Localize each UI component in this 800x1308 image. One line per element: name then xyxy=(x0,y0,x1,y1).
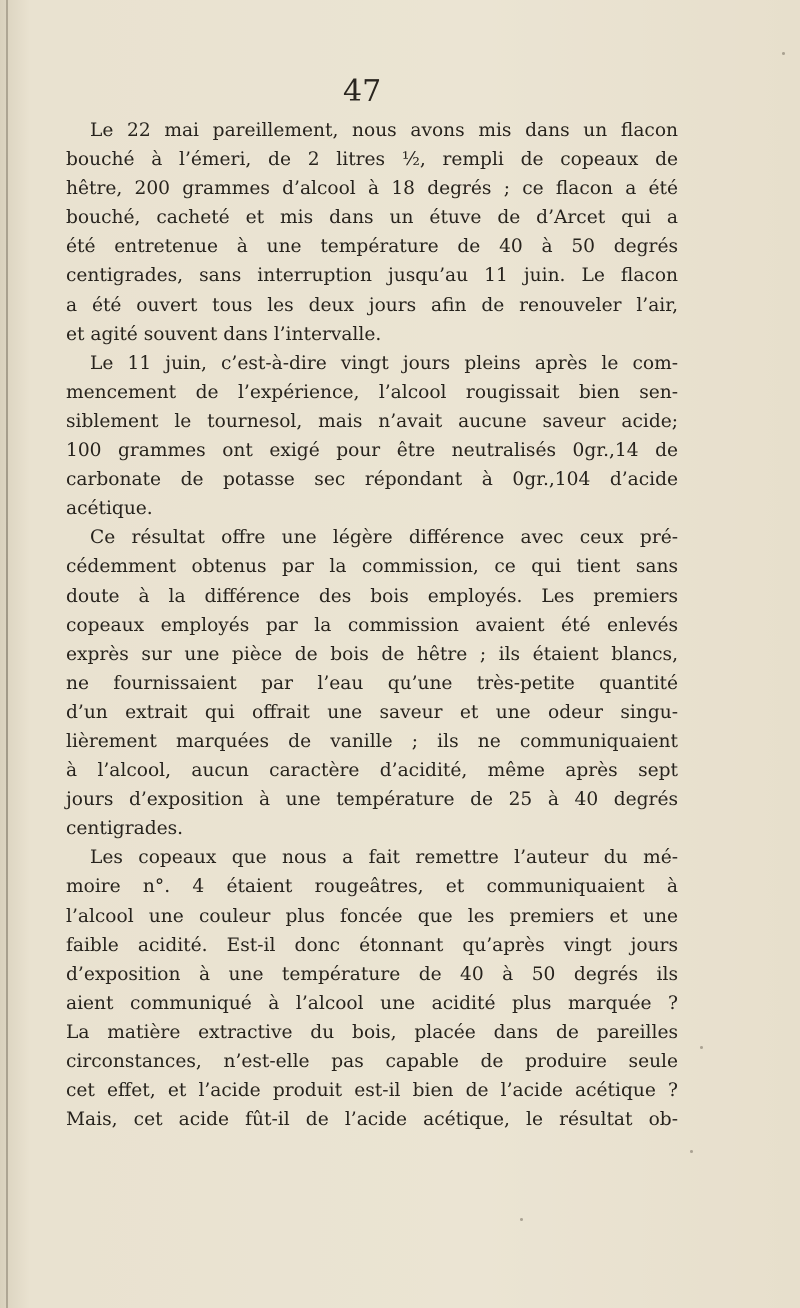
text-line: Ce résultat offre une légère différence avec ceux pré- xyxy=(90,527,678,549)
text-line: acétique. xyxy=(66,498,153,520)
body-text xyxy=(66,116,678,1134)
binding-gutter xyxy=(6,0,8,1308)
paragraph-4 xyxy=(66,843,678,1134)
text-line: Mais, cet acide fût-il de l’acide acétique, le résultat ob- xyxy=(66,1109,678,1131)
text-line: jours d’exposition à une température de 25 à 40 degrés xyxy=(66,789,678,811)
text-line: aient communiqué à l’alcool une acidité plus marquée ? xyxy=(66,992,678,1014)
text-line: cet effet, et l’acide produit est-il bien de l’acide acétique ? xyxy=(66,1080,678,1102)
paper-speck xyxy=(690,1150,693,1153)
text-line: a été ouvert tous les deux jours afin de renouveler l’air, xyxy=(66,294,678,316)
text-line: mencement de l’expérience, l’alcool rougissait bien sen- xyxy=(66,381,678,403)
paper-speck xyxy=(520,1218,523,1221)
text-line: exprès sur une pièce de bois de hêtre ; ils étaient blancs, xyxy=(66,643,678,665)
text-line: circonstances, n’est-elle pas capable de produire seule xyxy=(66,1051,678,1072)
text-line: copeaux employés par la commission avaient été enlevés xyxy=(66,614,678,636)
text-line: à l’alcool, aucun caractère d’acidité, même après sept xyxy=(66,760,678,782)
text-line: Les copeaux que nous a fait remettre l’auteur du mé- xyxy=(90,847,678,869)
text-line: hêtre, 200 grammes d’alcool à 18 degrés ; ce flacon a été xyxy=(66,178,678,200)
text-line: été entretenue à une température de 40 à 50 degrés xyxy=(66,236,678,258)
text-line: carbonate de potasse sec répondant à 0gr.,104 d’acide xyxy=(66,469,678,491)
text-line: centigrades. xyxy=(66,818,184,840)
text-line: lièrement marquées de vanille ; ils ne communiquaient xyxy=(66,730,678,752)
text-line: moire n°. 4 étaient rougeâtres, et communiquaient à xyxy=(66,876,678,898)
text-line: siblement le tournesol, mais n’avait aucune saveur acide; xyxy=(66,410,678,432)
text-line: faible acidité. Est-il donc étonnant qu’après vingt jours xyxy=(66,934,678,956)
text-line: d’un extrait qui offrait une saveur et une odeur singu- xyxy=(66,701,678,723)
text-line: l’alcool une couleur plus foncée que les premiers et une xyxy=(66,905,678,927)
text-line: cédemment obtenus par la commission, ce qui tient sans xyxy=(66,556,678,578)
page-number: 47 xyxy=(343,74,382,109)
paper-speck xyxy=(782,52,785,55)
paragraph-3 xyxy=(66,523,678,843)
text-line: centigrades, sans interruption jusqu’au 11 juin. Le flacon xyxy=(66,265,678,287)
text-line: La matière extractive du bois, placée dans de pareilles xyxy=(66,1021,678,1043)
paragraph-1 xyxy=(66,116,678,349)
text-line: doute à la différence des bois employés. Les premiers xyxy=(66,585,678,607)
paper-speck xyxy=(700,1046,703,1049)
text-line: bouché à l’émeri, de 2 litres ½, rempli de copeaux de xyxy=(66,149,678,171)
text-line: 100 grammes ont exigé pour être neutralisés 0gr.,14 de xyxy=(66,440,678,462)
text-line: Le 11 juin, c’est-à-dire vingt jours pleins après le com- xyxy=(90,352,678,374)
text-line: bouché, cacheté et mis dans un étuve de d’Arcet qui a xyxy=(66,207,678,229)
text-line: ne fournissaient par l’eau qu’une très-petite quantité xyxy=(66,672,678,694)
paragraph-2 xyxy=(66,349,678,524)
text-line: Le 22 mai pareillement, nous avons mis dans un flacon xyxy=(90,120,678,141)
text-line: et agité souvent dans l’intervalle. xyxy=(66,323,382,345)
text-line: d’exposition à une température de 40 à 50 degrés ils xyxy=(66,963,678,985)
